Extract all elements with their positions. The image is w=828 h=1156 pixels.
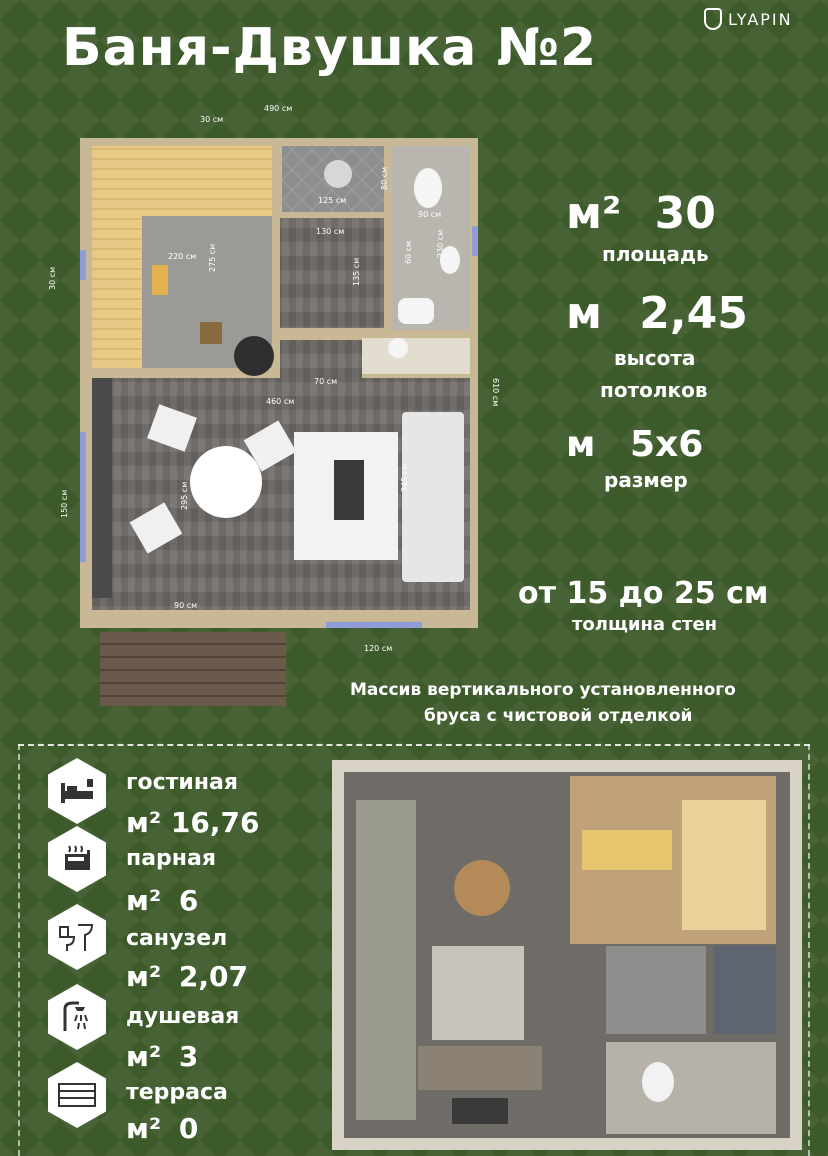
stat-height-value: 2,45 bbox=[639, 288, 748, 339]
stat-area-value: 30 bbox=[654, 188, 716, 239]
dim-steam-width: 220 см bbox=[168, 252, 197, 261]
dim-door-gap: 30 см bbox=[200, 115, 224, 124]
room-value-terrace: 0 bbox=[178, 1112, 199, 1145]
shower-icon bbox=[59, 1001, 95, 1033]
room-area-wc bbox=[126, 960, 248, 993]
interior-render bbox=[332, 760, 802, 1150]
terrace-deck bbox=[100, 632, 286, 706]
toilet-sink-icon bbox=[58, 921, 96, 953]
dim-living-height: 295 см bbox=[180, 481, 189, 510]
room-value-living: 16,76 bbox=[170, 806, 260, 839]
room-unit-steam: м² bbox=[126, 884, 162, 917]
dim-living-width: 460 см bbox=[266, 397, 295, 406]
dim-left-window: 30 см bbox=[48, 266, 57, 290]
room-area-terrace bbox=[126, 1112, 198, 1145]
stat-size-unit: м bbox=[566, 424, 596, 465]
dim-bench-width: 70 см bbox=[314, 377, 338, 386]
room-icon-sauna bbox=[48, 826, 106, 892]
room-value-shower: 3 bbox=[178, 1040, 199, 1073]
room-icon-shower bbox=[48, 984, 106, 1050]
room-name-wc: санузел bbox=[126, 926, 228, 951]
walls-label: толщина стен bbox=[572, 614, 718, 635]
dim-sofa-height: 345 см bbox=[400, 463, 409, 492]
room-name-living: гостиная bbox=[126, 770, 238, 795]
room-icon-bed bbox=[48, 758, 106, 824]
brand-logo bbox=[704, 8, 793, 30]
dim-left-bottom: 150 см bbox=[60, 489, 69, 518]
dim-wc-side: 60 см bbox=[404, 240, 413, 264]
dim-hall-height: 135 см bbox=[352, 257, 361, 286]
stat-area-unit: м² bbox=[566, 188, 622, 239]
floor-plan bbox=[72, 130, 482, 630]
stat-size bbox=[566, 424, 703, 465]
room-icon-wc bbox=[48, 904, 106, 970]
room-unit-wc: м² bbox=[126, 960, 162, 993]
dim-shower-height: 80 см bbox=[380, 166, 389, 190]
room-area-living bbox=[126, 806, 259, 839]
stat-height bbox=[566, 288, 748, 339]
dim-steam-height: 275 см bbox=[208, 243, 217, 272]
stat-area-label: площадь bbox=[602, 242, 709, 266]
room-value-steam: 6 bbox=[178, 884, 199, 917]
room-area-shower bbox=[126, 1040, 198, 1073]
stat-size-label: размер bbox=[604, 468, 688, 492]
dim-top-width: 490 см bbox=[264, 104, 293, 113]
brand-name: LYAPIN bbox=[728, 9, 793, 29]
bed-icon bbox=[59, 777, 95, 805]
material-line-1: Массив вертикального установленного bbox=[350, 680, 736, 700]
room-value-wc: 2,07 bbox=[178, 960, 248, 993]
walls-value: от 15 до 25 см bbox=[518, 576, 769, 611]
section-border-left bbox=[18, 744, 20, 1156]
room-name-shower: душевая bbox=[126, 1004, 240, 1029]
terrace-icon bbox=[57, 1082, 97, 1108]
dim-entry-width: 90 см bbox=[174, 601, 198, 610]
dim-wc-height: 230 см bbox=[436, 229, 445, 258]
dim-shower-width: 125 см bbox=[318, 196, 347, 205]
room-area-steam bbox=[126, 884, 198, 917]
room-unit-living: м² bbox=[126, 806, 162, 839]
stat-height-unit: м bbox=[566, 288, 602, 339]
stat-height-label-1: высота bbox=[614, 346, 696, 370]
section-divider bbox=[18, 744, 810, 746]
dim-terrace-width: 120 см bbox=[364, 644, 393, 653]
dim-wc-width: 90 см bbox=[418, 210, 442, 219]
section-border-right bbox=[808, 744, 810, 1156]
room-unit-shower: м² bbox=[126, 1040, 162, 1073]
dim-hall-width: 130 см bbox=[316, 227, 345, 236]
sauna-stove-icon bbox=[59, 844, 95, 874]
room-name-steam: парная bbox=[126, 846, 216, 871]
room-name-terrace: терраса bbox=[126, 1080, 228, 1105]
page-title: Баня-Двушка №2 bbox=[62, 18, 598, 78]
room-unit-terrace: м² bbox=[126, 1112, 162, 1145]
stat-size-value: 5х6 bbox=[629, 424, 704, 465]
room-icon-terrace bbox=[48, 1062, 106, 1128]
stat-area bbox=[566, 188, 716, 239]
dim-side-height: 610 см bbox=[491, 378, 500, 407]
stat-height-label-2: потолков bbox=[600, 378, 708, 402]
mascot-icon bbox=[704, 8, 722, 30]
material-line-2: бруса с чистовой отделкой bbox=[424, 706, 693, 726]
